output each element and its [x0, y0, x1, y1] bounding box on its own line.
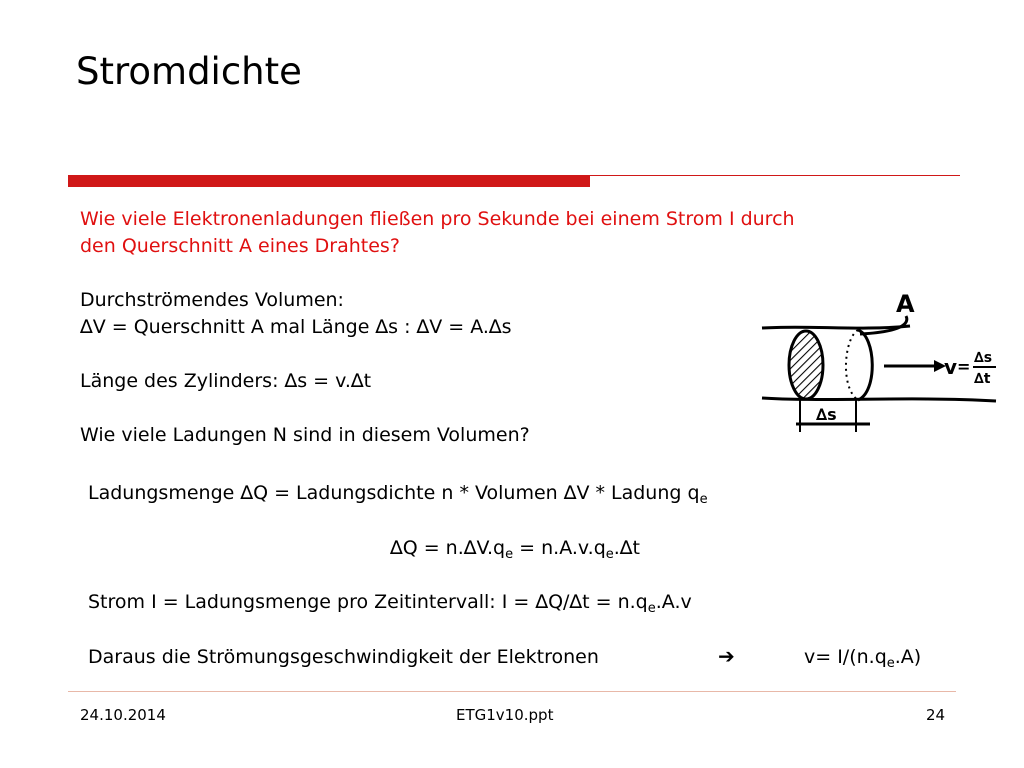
velocity-text-1: v= I/(n.q: [804, 646, 887, 668]
velocity-formula: [804, 644, 921, 671]
velocity-subscript: e: [886, 656, 895, 671]
title-rule-thick: [68, 175, 590, 187]
question-line-2: den Querschnitt A eines Drahtes?: [80, 235, 400, 257]
dq-formula: [390, 535, 640, 562]
length-formula: Länge des Zylinders: ∆s = v.∆t: [80, 370, 372, 392]
wire-cylinder-sketch: [760, 288, 1000, 436]
footer-rule: [68, 691, 956, 692]
velocity-label: v: [944, 355, 958, 379]
conclusion-line: [88, 644, 599, 671]
velocity-text-2: .A): [894, 646, 922, 668]
ds-label: ∆s: [816, 405, 837, 424]
area-label: A: [896, 290, 915, 318]
charge-amount-formula: [88, 480, 708, 507]
footer-date: 24.10.2014: [80, 706, 166, 724]
fraction-numerator: ∆s: [974, 350, 993, 366]
charge-amount-subscript: e: [699, 492, 708, 507]
wire-top-line: [762, 326, 910, 328]
question-line-1: Wie viele Elektronenladungen fließen pro Sekunde bei einem Strom I durch: [80, 208, 795, 230]
footer-page-number: 24: [926, 706, 946, 724]
ellipse-right-arc: [858, 330, 872, 400]
volume-heading: Durchströmendes Volumen:: [80, 289, 344, 311]
area-pointer-line: [860, 316, 907, 334]
dotted-ellipse-left: [846, 330, 858, 400]
current-subscript: e: [647, 601, 656, 616]
charge-amount-text: Ladungsmenge ∆Q = Ladungsdichte n * Volumen ∆V * Ladung q: [88, 482, 700, 504]
wire-bottom-line: [762, 398, 996, 401]
footer-filename: ETG1v10.ppt: [456, 706, 554, 724]
volume-formula: ∆V = Querschnitt A mal Länge ∆s : ∆V = A.∆s: [80, 316, 512, 338]
dq-subscript-1: e: [505, 547, 514, 562]
dq-text-2: = n.A.v.q: [513, 537, 606, 559]
dq-text-3: .∆t: [613, 537, 640, 559]
current-text-2: .A.v: [655, 591, 692, 613]
current-text-1: Strom I = Ladungsmenge pro Zeitintervall: I = ∆Q/∆t = n.q: [88, 591, 648, 613]
dq-text-1: ∆Q = n.∆V.q: [390, 537, 506, 559]
current-formula: [88, 589, 692, 616]
equals-sign: =: [957, 357, 971, 376]
right-arrow-icon: ➔: [718, 644, 735, 668]
cross-section-ellipse: [789, 331, 823, 399]
conclusion-text: Daraus die Strömungsgeschwindigkeit der Elektronen: [88, 646, 599, 668]
title-rule-thin: [590, 175, 960, 176]
fraction-denominator: ∆t: [974, 371, 991, 387]
dq-subscript-2: e: [605, 547, 614, 562]
slide-title: Stromdichte: [76, 50, 302, 93]
charges-question: Wie viele Ladungen N sind in diesem Volumen?: [80, 424, 530, 446]
